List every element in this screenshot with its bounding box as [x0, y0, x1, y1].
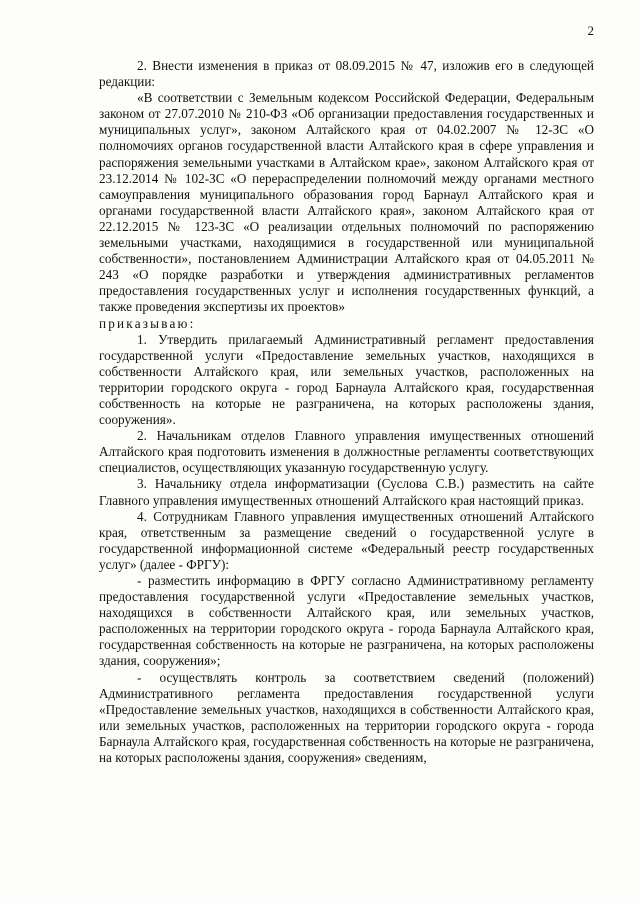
paragraph-amend-order: 2. Внести изменения в приказ от 08.09.2015 № 47, изложив его в следующей редакции:: [99, 58, 594, 90]
paragraph-legal-basis: «В соответствии с Земельным кодексом Российской Федерации, Федеральным законом от 27.07.2010 № 210-ФЗ «Об организации предоставления государственных и муниципальных услуг», законом Алтайского края от 04.02.2007 № 12-ЗС «О полномочиях органов государственной власти Алтайского края в сфере управления и распоряжения земельными участками в Алтайском крае», законом Алтайского края от 23.12.2014 № 102-ЗС «О перераспределении полномочий между органами местного самоуправления муниципального образования город Барнаул Алтайского края и органами государственной власти Алтайского края», законом Алтайского края от 22.12.2015 № 123-ЗС «О реализации отдельных полномочий по распоряжению земельными участками, находящимися в государственной или муниципальной собственности», постановлением Администрации Алтайского края от 04.05.2011 № 243 «О порядке разработки и утверждения административных регламентов предоставления государственных услуг и исполнения государственных функций, а также проведения экспертизы их проектов»: [99, 90, 594, 315]
paragraph-subitem-place-info: - разместить информацию в ФРГУ согласно Административному регламенту предоставления государственной услуги «Предоставление земельных участков, находящихся в собственности Алтайского края, или земельных участков, расположенных на территории городского округа - города Барнаула Алтайского края, государственная собственность на которые не разграничена, на которых расположены здания, сооружения»;: [99, 573, 594, 669]
paragraph-item-1: 1. Утвердить прилагаемый Административный регламент предоставления государственной услуги «Предоставление земельных участков, находящихся в собственности Алтайского края, или земельных участков, расположенных на территории городского округа - город Барнаула Алтайского края, государственная собственность на которые не разграничена, на которых расположены здания, сооружения».: [99, 331, 594, 428]
document-body: [99, 58, 594, 766]
paragraph-item-2: 2. Начальникам отделов Главного управления имущественных отношений Алтайского края подготовить изменения в должностные регламенты соответствующих специалистов, осуществляющих указанную государственную услугу.: [99, 428, 594, 476]
paragraph-item-4: 4. Сотрудникам Главного управления имущественных отношений Алтайского края, ответственным за размещение сведений о государственной услуге в государственной информационной системе «Федеральный реестр государственных услуг» (далее - ФРГУ):: [99, 508, 594, 572]
page-number: 2: [587, 23, 594, 38]
paragraph-subitem-control: - осуществлять контроль за соответствием сведений (положений) Административного регламента предоставления государственной услуги «Предоставление земельных участков, находящихся в собственности Алтайского края, или земельных участков, расположенных на территории городского округа - города Барнаула Алтайского края, государственная собственность на которые не разграничена, на которых расположены здания, сооружения» сведениям,: [99, 669, 594, 766]
paragraph-item-3: 3. Начальнику отдела информатизации (Суслова С.В.) разместить на сайте Главного управления имущественных отношений Алтайского края настоящий приказ.: [99, 476, 594, 508]
paragraph-order-word: приказываю:: [99, 315, 196, 331]
